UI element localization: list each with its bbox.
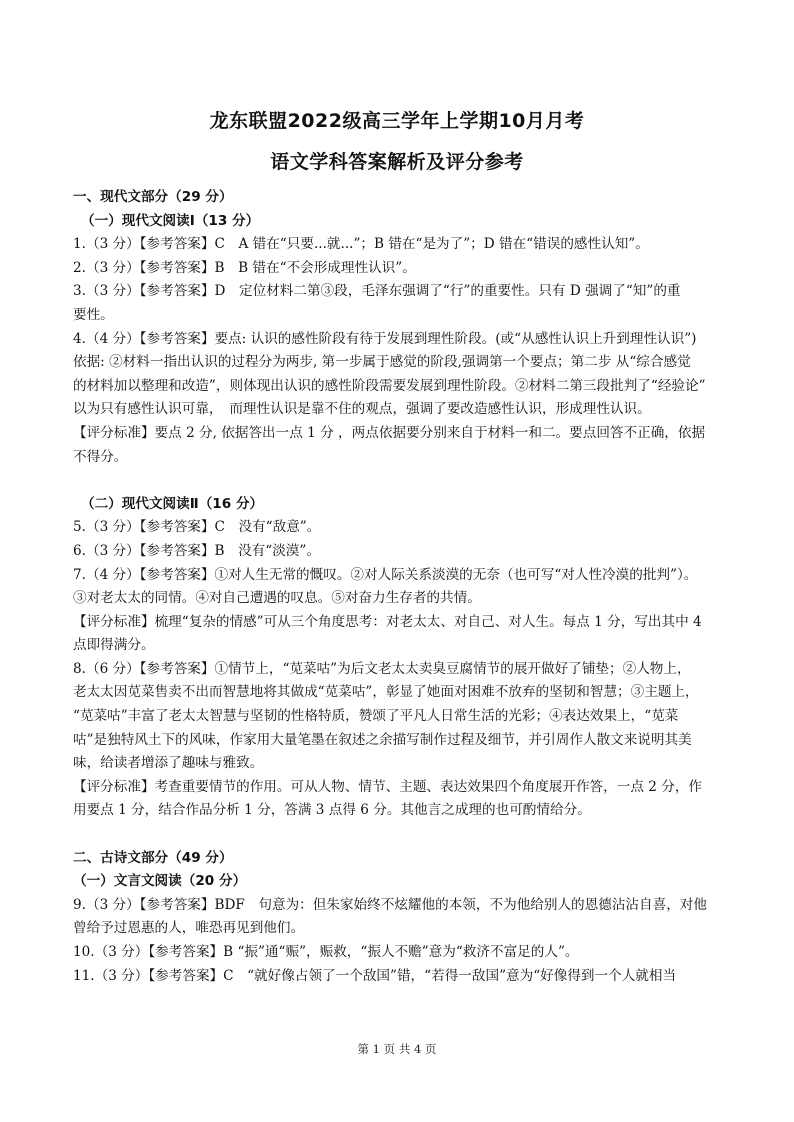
- answer-line: 3.（3 分）【参考答案】D 定位材料二第③段，毛泽东强调了“行”的重要性。只有 D 强调了“知”的重: [73, 283, 681, 300]
- answer-line: 依据: ②材料一指出认识的过程分为两步, 第一步属于感觉的阶段,强调第一个要点；第二步 从“综合感觉: [73, 354, 691, 371]
- subsection-heading-classical-prose: （一）文言文阅读（20 分）: [73, 873, 247, 890]
- scoring-line: 【评分标准】梳理“复杂的情感”可从三个角度思考：对老太太、对自己、对人生。每点 1 分，写出其中 4: [73, 613, 702, 630]
- spacer: [73, 469, 725, 493]
- subsection-heading-reading-2: （二）现代文阅读Ⅱ（16 分）: [81, 495, 264, 512]
- scoring-line: 【评分标准】考查重要情节的作用。可从人物、情节、主题、表达效果四个角度展开作答，一点 2 分，作: [73, 778, 703, 795]
- scoring-line: 点即得满分。: [73, 637, 155, 654]
- answer-line: “苋菜咕”丰富了老太太智慧与坚韧的性格特质，赞颂了平凡人日常生活的光彩；④表达效果上，“苋菜: [73, 708, 679, 725]
- spacer: [73, 823, 725, 847]
- scoring-line: 用要点 1 分，结合作品分析 1 分，答满 3 点得 6 分。其他言之成理的也可酌情给分。: [73, 802, 591, 819]
- answer-content: [73, 186, 725, 988]
- answer-line: 1.（3 分）【参考答案】C A 错在“只要...就...”；B 错在“是为了”；D 错在“错误的感性认知”。: [73, 236, 649, 253]
- answer-line: 曾给予过恩惠的人，唯恐再见到他们。: [73, 920, 305, 937]
- answer-line: 要性。: [73, 306, 114, 323]
- answer-line: ③对老太太的同情。④对自己遭遇的叹息。⑤对奋力生存者的共情。: [73, 590, 481, 607]
- section-heading-classical: 二、古诗文部分（49 分）: [73, 849, 233, 866]
- answer-line: 2.（3 分）【参考答案】B B 错在“不会形成理性认识”。: [73, 259, 416, 276]
- answer-line: 以为只有感性认识可靠， 而理性认识是靠不住的观点，强调了要改造感性认识，形成理性认识。: [73, 401, 651, 418]
- answer-line: 咕”是独特风土下的风味，作家用大量笔墨在叙述之余描写制作过程及细节，并引周作人散文来说明其美: [73, 731, 692, 748]
- answer-line: 7.（4 分）【参考答案】①对人生无常的慨叹。②对人际关系淡漠的无奈（也可写“对人性冷漠的批判”）。: [73, 566, 698, 583]
- answer-line: 味，给读者增添了趣味与雅致。: [73, 755, 264, 772]
- subsection-heading-reading-1: （一）现代文阅读Ⅰ（13 分）: [81, 212, 260, 229]
- answer-line: 6.（3 分）【参考答案】B 没有“淡漠”。: [73, 542, 320, 559]
- section-heading-modern: 一、现代文部分（29 分）: [73, 189, 233, 205]
- page-footer: 第 1 页 共 4 页: [357, 1042, 437, 1056]
- answer-line: 8.（6 分）【参考答案】①情节上，“苋菜咕”为后文老太太卖臭豆腐情节的展开做好了铺垫；②人物上，: [73, 660, 691, 677]
- answer-line: 老太太因苋菜售卖不出而智慧地将其做成“苋菜咕”，彰显了她面对困难不放弃的坚韧和智慧；③主题上，: [73, 684, 699, 701]
- page-title: 龙东联盟2022级高三学年上学期10月月考: [209, 110, 585, 132]
- answer-line: 的材料加以整理和改造”，则体现出认识的感性阶段需要发展到理性阶段。②材料二第三段批判了“经验论”: [73, 377, 706, 394]
- scoring-line: 不得分。: [73, 448, 128, 465]
- answer-line: 9.（3 分）【参考答案】BDF 句意为：但朱家始终不炫耀他的本领，不为他给别人的恩德沾沾自喜，对他: [73, 896, 707, 913]
- answer-line: 10.（3 分）【参考答案】B “振”通“赈”，赈救，“振人不赡”意为“救济不富足的人”。: [73, 944, 579, 960]
- answer-line: 11.（3 分）【参考答案】C “就好像占领了一个敌国”错，“若得一敌国”意为“好像得到一个人就相当: [73, 967, 677, 984]
- scoring-line: 【评分标准】要点 2 分, 依据答出一点 1 分 ，两点依据要分别来自于材料一和二。要点回答不正确，依据: [73, 424, 706, 441]
- answer-line: 5.（3 分）【参考答案】C 没有“敌意”。: [73, 519, 321, 536]
- page-subtitle: 语文学科答案解析及评分参考: [270, 151, 524, 173]
- answer-line: 4.（4 分）【参考答案】要点: 认识的感性阶段有待于发展到理性阶段。(或“从感性认识上升到理性认识”): [73, 330, 697, 347]
